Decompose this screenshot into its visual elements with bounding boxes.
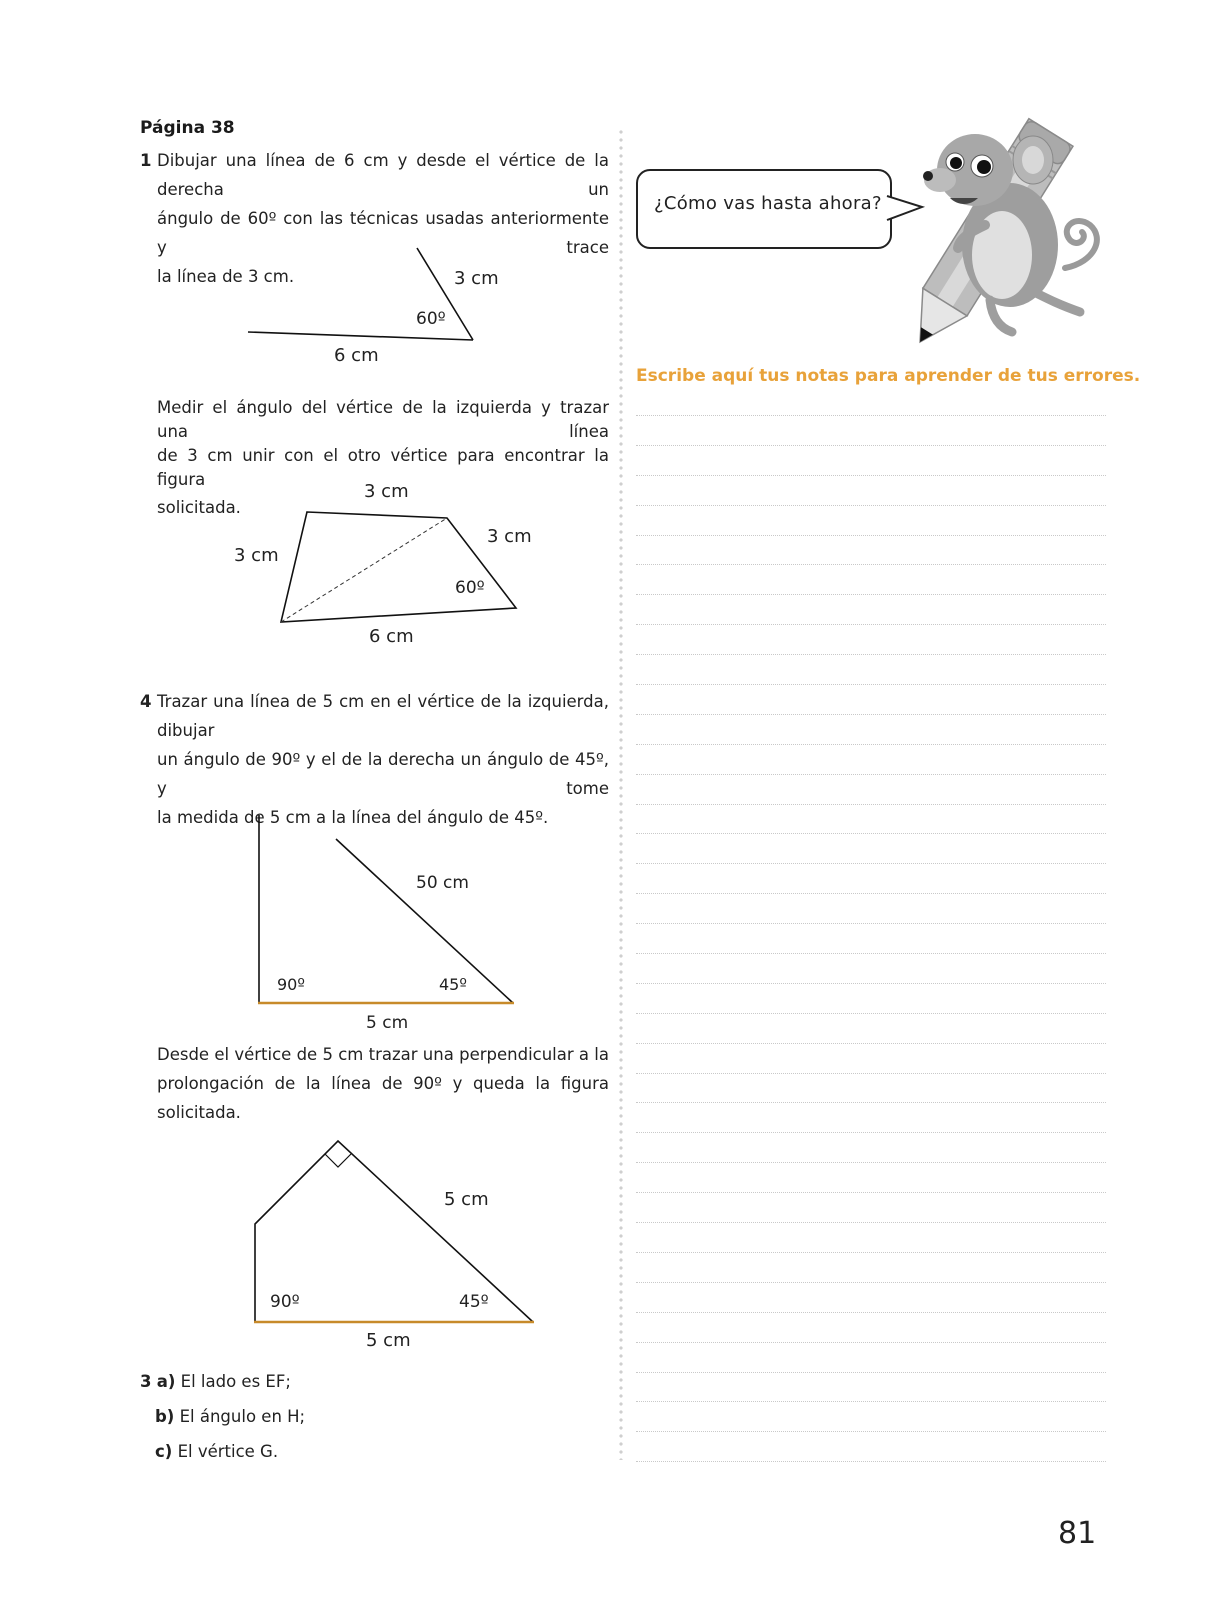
speech-bubble-text: ¿Cómo vas hasta ahora?	[654, 193, 882, 214]
note-line[interactable]	[636, 1431, 1106, 1432]
note-line[interactable]	[636, 744, 1106, 745]
exercise-3-number: 3	[140, 1372, 152, 1391]
figure-2-base-label: 6 cm	[369, 626, 414, 647]
exercise-1-line: ángulo de 60º con las técnicas usadas anteriormente y trace	[157, 209, 609, 257]
figure-3-right-angle: 45º	[439, 975, 467, 994]
note-line[interactable]	[636, 1312, 1106, 1313]
note-line[interactable]	[636, 923, 1106, 924]
page-number: 81	[1058, 1516, 1097, 1551]
figure-3-left-angle: 90º	[277, 975, 305, 994]
exercise-4-line: la medida de 5 cm a la línea del ángulo de 45º.	[157, 808, 549, 827]
note-line[interactable]	[636, 1372, 1106, 1373]
figure-3-base-label: 5 cm	[366, 1013, 409, 1033]
note-line[interactable]	[636, 684, 1106, 685]
figure-1-side-label: 3 cm	[454, 268, 499, 289]
note-line[interactable]	[636, 505, 1106, 506]
note-line[interactable]	[636, 804, 1106, 805]
note-line[interactable]	[636, 564, 1106, 565]
exercise-1-line: Dibujar una línea de 6 cm y desde el vértice de la derecha un	[157, 151, 609, 199]
figure-4-base-label: 5 cm	[366, 1330, 411, 1351]
note-line[interactable]	[636, 1401, 1106, 1402]
note-line[interactable]	[636, 983, 1106, 984]
notes-title: Escribe aquí tus notas para aprender de tus errores.	[636, 366, 1141, 386]
note-line[interactable]	[636, 863, 1106, 864]
note-line[interactable]	[636, 714, 1106, 715]
note-line[interactable]	[636, 1073, 1106, 1074]
note-line[interactable]	[636, 1102, 1106, 1103]
exercise-1-line-2: de 3 cm unir con el otro vértice para encontrar la figura	[157, 446, 609, 489]
figure-2-left-label: 3 cm	[234, 545, 279, 566]
exercise-1-line-2: solicitada.	[157, 498, 241, 517]
figure-4-left-angle: 90º	[270, 1292, 300, 1312]
exercise-1-number: 1	[140, 151, 152, 170]
figure-3-hyp-label: 50 cm	[416, 873, 469, 893]
exercise-3-answer: El ángulo en H;	[179, 1407, 306, 1426]
note-line[interactable]	[636, 1013, 1106, 1014]
figure-2-top-label: 3 cm	[364, 481, 409, 502]
note-line[interactable]	[636, 624, 1106, 625]
note-line[interactable]	[636, 475, 1106, 476]
exercise-4-line: Trazar una línea de 5 cm en el vértice de la izquierda, dibujar	[157, 692, 609, 740]
note-line[interactable]	[636, 833, 1106, 834]
exercise-4-line: un ángulo de 90º y el de la derecha un ángulo de 45º, y tome	[157, 750, 609, 798]
note-line[interactable]	[636, 1252, 1106, 1253]
figure-1-angle-label: 60º	[416, 309, 446, 329]
page-heading: Página 38	[140, 118, 235, 138]
notes-lines-area[interactable]	[636, 415, 1106, 1491]
note-line[interactable]	[636, 1043, 1106, 1044]
note-line[interactable]	[636, 654, 1106, 655]
exercise-3-letter: a)	[156, 1372, 176, 1391]
note-line[interactable]	[636, 535, 1106, 536]
exercise-4-number: 4	[140, 692, 152, 711]
note-line[interactable]	[636, 774, 1106, 775]
exercise-3-letter: c)	[155, 1442, 173, 1461]
exercise-3-answer: El vértice G.	[177, 1442, 279, 1461]
note-line[interactable]	[636, 594, 1106, 595]
exercise-3-answer: El lado es EF;	[180, 1372, 291, 1391]
exercise-3-letter: b)	[155, 1407, 175, 1426]
exercise-1-line: la línea de 3 cm.	[157, 267, 295, 286]
note-line[interactable]	[636, 953, 1106, 954]
exercise-4-line-2: Desde el vértice de 5 cm trazar una perpendicular a la	[157, 1045, 609, 1064]
figure-4-hyp-label: 5 cm	[444, 1189, 489, 1210]
note-line[interactable]	[636, 1162, 1106, 1163]
note-line[interactable]	[636, 445, 1106, 446]
exercise-1-line-2: Medir el ángulo del vértice de la izquierda y trazar una línea	[157, 398, 609, 441]
note-line[interactable]	[636, 1342, 1106, 1343]
note-line[interactable]	[636, 415, 1106, 416]
figure-2-angle-label: 60º	[455, 578, 485, 598]
exercise-4-line-2: prolongación de la línea de 90º y queda la figura solicitada.	[157, 1074, 609, 1122]
note-line[interactable]	[636, 1222, 1106, 1223]
figure-1-base-label: 6 cm	[334, 345, 379, 366]
note-line[interactable]	[636, 1282, 1106, 1283]
figure-4-right-angle: 45º	[459, 1292, 489, 1312]
note-line[interactable]	[636, 1461, 1106, 1462]
note-line[interactable]	[636, 1192, 1106, 1193]
note-line[interactable]	[636, 893, 1106, 894]
note-line[interactable]	[636, 1132, 1106, 1133]
figure-2-right-label: 3 cm	[487, 526, 532, 547]
